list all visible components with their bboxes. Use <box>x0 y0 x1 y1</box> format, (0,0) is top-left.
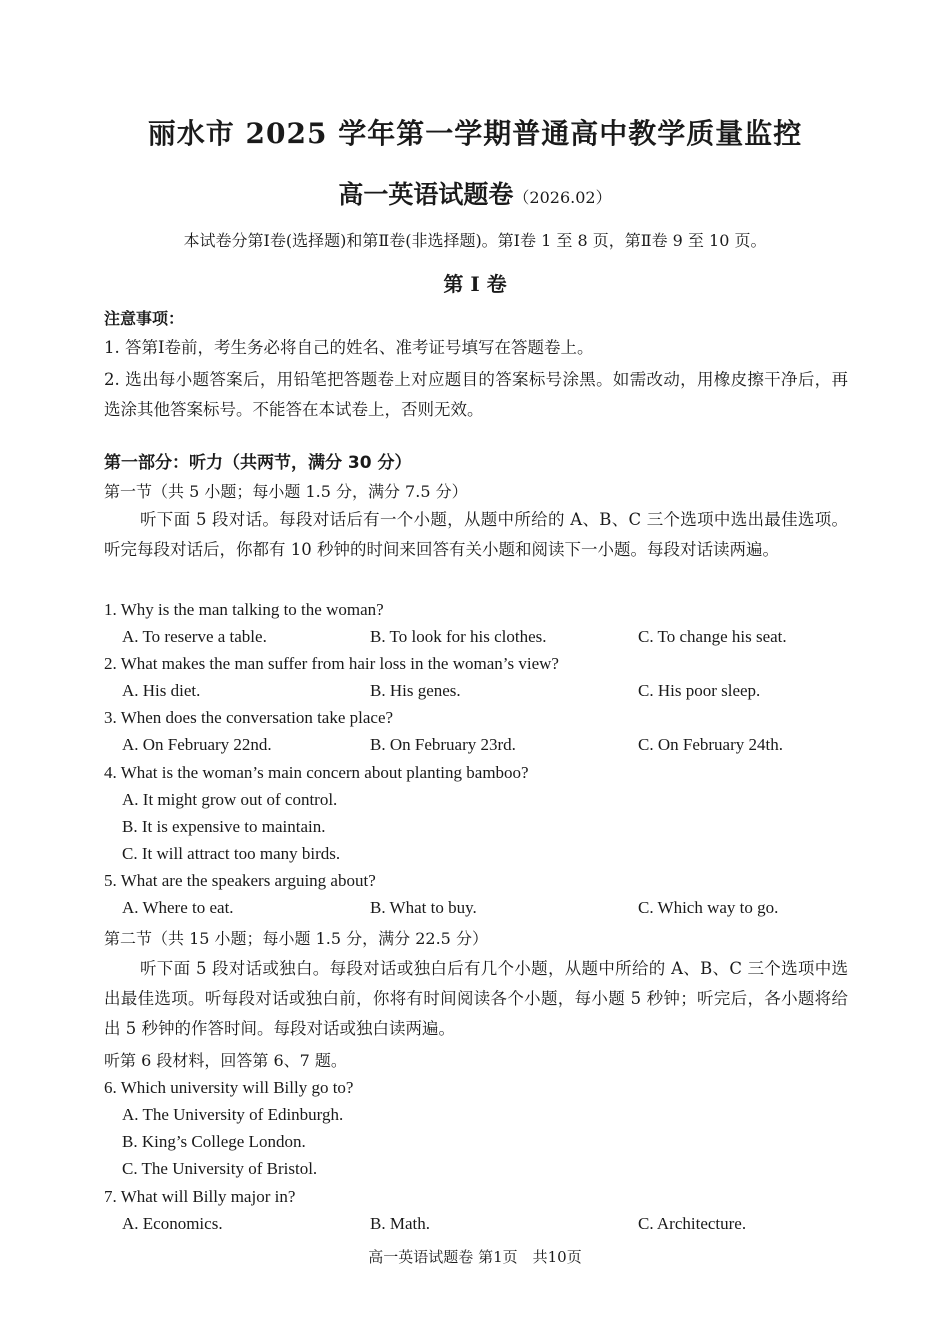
q2-option-c: C. His poor sleep. <box>638 681 761 700</box>
q3-option-b: B. On February 23rd. <box>370 735 516 754</box>
question-3: 3. When does the conversation take place? <box>104 708 394 727</box>
q1-option-c: C. To change his seat. <box>638 627 787 646</box>
q2-option-a: A. His diet. <box>122 681 201 700</box>
q2-option-b: B. His genes. <box>370 681 461 700</box>
question-1: 1. Why is the man talking to the woman? <box>104 600 384 619</box>
section1-heading: 第一节（共 5 小题；每小题 1.5 分，满分 7.5 分） <box>104 482 468 501</box>
note-item-1: 1. 答第Ⅰ卷前，考生务必将自己的姓名、准考证号填写在答题卷上。 <box>104 338 594 357</box>
section1-instructions: 听下面 5 段对话。每段对话后有一个小题，从题中所给的 A、B、C 三个选项中选出最佳选项。听完每段对话后，你都有 10 秒钟的时间来回答有关小题和阅读下一小题。每段对话读两遍。 <box>104 510 848 559</box>
question-5: 5. What are the speakers arguing about? <box>104 871 376 890</box>
paper-intro: 本试卷分第Ⅰ卷(选择题)和第Ⅱ卷(非选择题)。第Ⅰ卷 1 至 8 页，第Ⅱ卷 9 至 10 页。 <box>183 231 767 250</box>
q5-option-a: A. Where to eat. <box>122 898 234 917</box>
q6-option-a: A. The University of Edinburgh. <box>122 1105 344 1124</box>
q6-option-c: C. The University of Bristol. <box>122 1159 318 1178</box>
note-item-2: 2. 选出每小题答案后，用铅笔把答题卷上对应题目的答案标号涂黑。如需改动，用橡皮擦干净后，再选涂其他答案标号。不能答在本试卷上，否则无效。 <box>104 370 848 419</box>
q4-option-a: A. It might grow out of control. <box>122 790 338 809</box>
question-6: 6. Which university will Billy go to? <box>104 1078 354 1097</box>
question-4: 4. What is the woman’s main concern about planting bamboo? <box>104 763 529 782</box>
q7-option-b: B. Math. <box>370 1214 430 1233</box>
q3-option-a: A. On February 22nd. <box>122 735 272 754</box>
q3-option-c: C. On February 24th. <box>638 735 783 754</box>
section2-heading: 第二节（共 15 小题；每小题 1.5 分，满分 22.5 分） <box>104 929 488 948</box>
section2-instructions: 听下面 5 段对话或独白。每段对话或独白后有几个小题，从题中所给的 A、B、C 三个选项中选出最佳选项。听每段对话或独白前，你将有时间阅读各个小题，每小题 5 秒钟；听完后，各小题将给出 5 秒钟的作答时间。每段对话或独白读两遍。 <box>104 959 848 1038</box>
q4-option-c: C. It will attract too many birds. <box>122 844 341 863</box>
question-7: 7. What will Billy major in? <box>104 1187 296 1206</box>
q5-option-c: C. Which way to go. <box>638 898 779 917</box>
q5-option-b: B. What to buy. <box>370 898 477 917</box>
exam-date: （2026.02） <box>513 188 612 207</box>
q1-option-b: B. To look for his clothes. <box>370 627 547 646</box>
material-6-heading: 听第 6 段材料，回答第 6、7 题。 <box>104 1051 347 1070</box>
question-2: 2. What makes the man suffer from hair loss in the woman’s view? <box>104 654 559 673</box>
q4-option-b: B. It is expensive to maintain. <box>122 817 326 836</box>
q7-option-a: A. Economics. <box>122 1214 223 1233</box>
q7-option-c: C. Architecture. <box>638 1214 747 1233</box>
paper-subtitle <box>0 175 950 211</box>
page-title: 丽水市 2025 学年第一学期普通高中教学质量监控 <box>147 117 803 150</box>
q1-option-a: A. To reserve a table. <box>122 627 267 646</box>
notes-heading: 注意事项： <box>104 309 185 328</box>
q6-option-b: B. King’s College London. <box>122 1132 306 1151</box>
volume-heading: 第 I 卷 <box>443 272 507 296</box>
subtitle-text: 高一英语试题卷 <box>338 180 514 209</box>
page-footer: 高一英语试题卷 第1页 共10页 <box>368 1248 582 1266</box>
part1-heading: 第一部分：听力（共两节，满分 30 分） <box>104 453 412 473</box>
